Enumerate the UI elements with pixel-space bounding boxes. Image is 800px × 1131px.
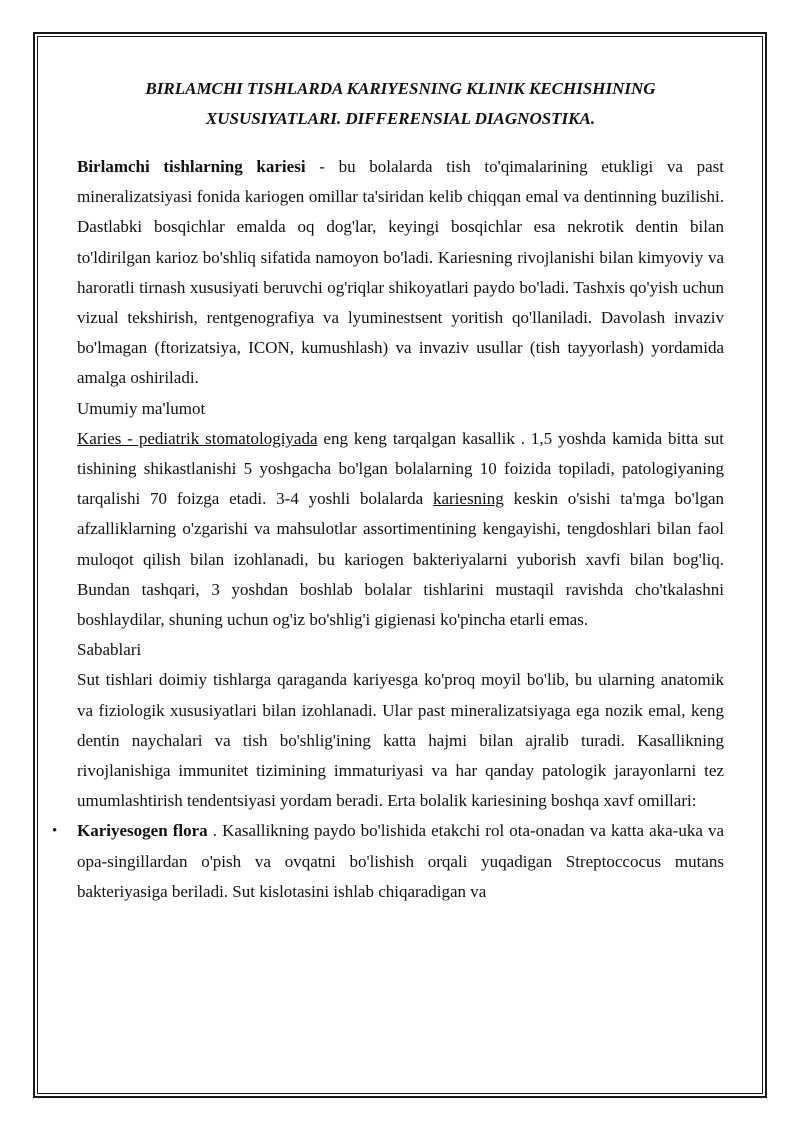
general-paragraph — [77, 424, 724, 635]
general-text-1: eng keng tarqalgan kasallik . 1,5 yoshda kamida bitta sut tishining shikastlanishi 5 yoshgacha bo'lgan bolalarning 10 foizida topiladi, patologiyaning tarqalishi 70 foizga etadi. 3-4 yoshli bolalarda — [77, 428, 724, 509]
document-title — [77, 74, 724, 134]
bullet-icon: • — [52, 823, 58, 840]
causes-heading: Sabablari — [77, 640, 142, 660]
list-item — [52, 816, 724, 907]
pediatric-dentistry-link[interactable]: Karies - pediatrik stomatologiyada — [77, 428, 318, 448]
bullet-text: . Kasallikning paydo bo'lishida etakchi rol ota-onadan va katta aka-uka va opa-singillardan o'pish va ovqatni bo'lishish orqali yuqadigan Streptoccocus mutans bakteriyasiga beriladi. Sut kislotasini ishlab chiqaradigan va — [77, 821, 724, 901]
intro-paragraph — [77, 152, 724, 394]
document-page — [52, 74, 724, 907]
general-text-2: keskin o'sishi ta'mga bo'lgan afzalliklarning o'zgarishi va mahsulotlar assortimentining kengayishi, tengdoshlari bilan faol muloqot qilish bilan izohlanadi, bu kariogen bakteriyalarni yuborish xavfi bilan bog'liq. Bundan tashqari, 3 yoshdan boshlab bolalar tishlarini mustaqil ravishda cho'tkalashni boshlaydilar, shuning uchun og'iz bo'shlig'i gigienasi ko'pincha etarli emas. — [77, 489, 724, 630]
general-heading: Umumiy ma'lumot — [77, 398, 206, 418]
title-line-2: XUSUSIYATLARI. DIFFERENSIAL DIAGNOSTIKA. — [205, 109, 596, 128]
caries-link[interactable]: kariesning — [432, 489, 504, 509]
intro-text: - bu bolalarda tish to'qimalarining etukligi va past mineralizatsiyasi fonida kariogen omillar ta'siridan kelib chiqqan emal va dentinning buzilishi. Dastlabki bosqichlar emalda oq dog'lar, keyingi bosqichlar esa nekrotik dentin bilan to'ldirilgan karioz bo'shliq sifatida namoyon bo'ladi. Kariesning rivojlanishi bilan kimyoviy va haroratli tirnash xususiyati beruvchi og'riqlar shikoyatlari paydo bo'ladi. Tashxis qo'yish uchun vizual tekshirish, rentgenografiya va lyuminestsent yoritish qo'llaniladi. Davolash invaziv bo'lmagan (ftorizatsiya, ICON, kumushlash) va invaziv usullar (tish tayyorlash) yordamida amalga oshiriladi. — [77, 157, 724, 388]
intro-term: Birlamchi tishlarning kariesi — [77, 157, 306, 176]
title-line-1: BIRLAMCHI TISHLARDA KARIYESNING KLINIK KECHISHINING — [145, 79, 656, 98]
bullet-term: Kariyesogen flora — [77, 821, 208, 841]
causes-paragraph: Sut tishlari doimiy tishlarga qaraganda kariyesga ko'proq moyil bo'lib, bu ularning anatomik va fiziologik xususiyatlari bilan izohlanadi. Ular past mineralizatsiyaga ega nozik emal, keng dentin naychalari va tish bo'shlig'ining katta hajmi bilan ajralib turadi. Kasallikning rivojlanishiga immunitet tizimining immaturiyasi va har qanday patologik jarayonlarni tez umumlashtirish tendentsiyasi yordam beradi. Erta bolalik kariesining boshqa xavf omillari: — [77, 670, 724, 811]
